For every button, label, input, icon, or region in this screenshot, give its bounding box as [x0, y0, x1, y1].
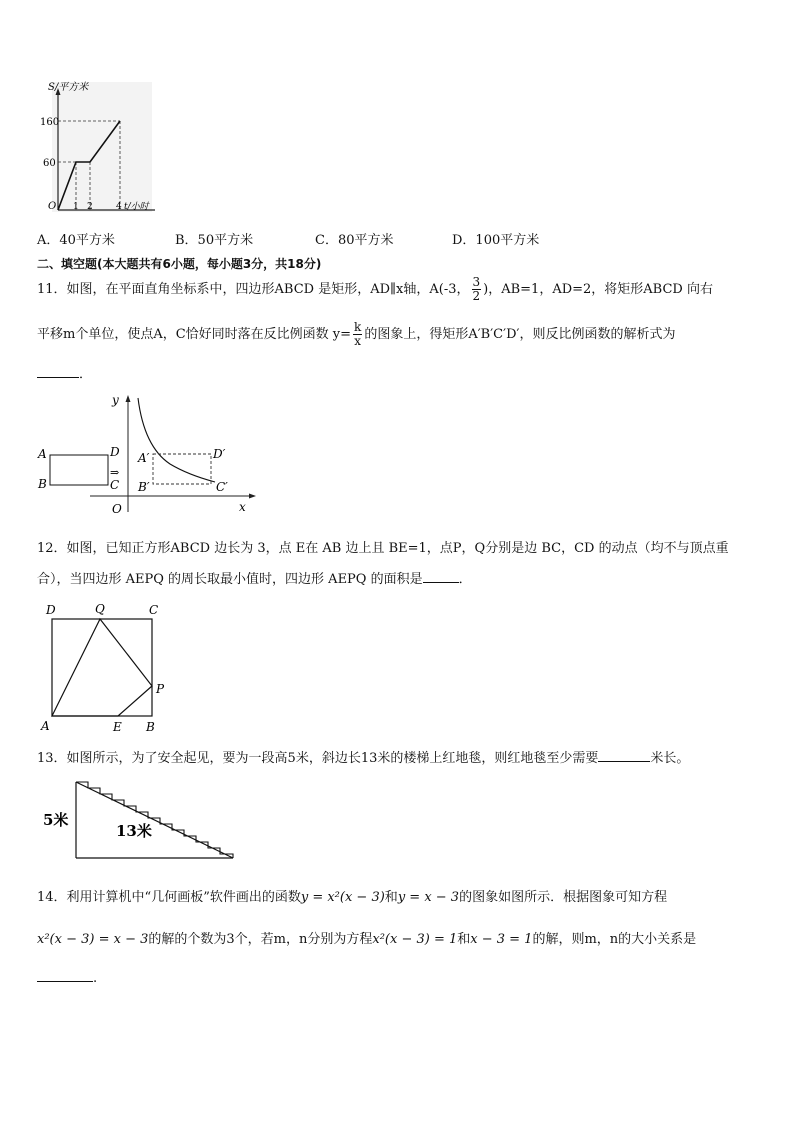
x-axis-label: t/小时	[124, 202, 149, 212]
height-label: 5米	[43, 811, 69, 829]
svg-text:C: C	[149, 603, 159, 617]
svg-text:B′: B′	[138, 480, 150, 494]
svg-text:E: E	[113, 720, 122, 734]
svg-text:A: A	[41, 719, 50, 733]
x-tick-1: 1	[73, 202, 79, 212]
option-a: A．40平方米	[37, 233, 115, 248]
q13-answer-blank	[598, 761, 650, 762]
q14-eq: x²(x − 3) = x − 3	[37, 932, 149, 947]
q11-frac-num: 3	[472, 275, 481, 289]
q14-and: 和	[457, 932, 471, 947]
rect-abcd	[50, 455, 108, 485]
svg-text:B: B	[146, 720, 155, 734]
q12-line2	[37, 571, 472, 589]
x-label: x	[239, 500, 246, 514]
svg-text:C′: C′	[216, 480, 228, 494]
q14-end: .	[93, 971, 98, 986]
q11-k-num: k	[354, 320, 362, 334]
y-tick-160: 160	[40, 117, 60, 128]
q12-line1: 12．如图，已知正方形ABCD 边长为 3，点 E在 AB 边上且 BE=1，点P，Q分别是边 BC，CD 的动点（均不与顶点重	[37, 541, 729, 556]
q12-text: 合），当四边形 AEPQ 的周长取最小值时，四边形 AEPQ 的面积是	[37, 572, 423, 587]
hyp-label: 13米	[116, 822, 152, 840]
q11-line3	[37, 366, 92, 384]
q14-answer-blank	[37, 981, 93, 982]
q14-line3	[37, 970, 97, 988]
q11-line2	[37, 320, 675, 350]
q14-eq2: x²(x − 3) = 1	[372, 932, 458, 947]
q11-line1	[37, 276, 713, 304]
q11-text-b: )，AB=1，AD=2，将矩形ABCD 向右	[483, 282, 713, 297]
y-tick-60: 60	[43, 158, 56, 169]
q11-text-a: 11．如图，在平面直角坐标系中，四边形ABCD 是矩形，AD∥x轴，A(-3，	[37, 282, 470, 297]
y-label: y	[112, 393, 119, 407]
x-tick-2: 2	[87, 202, 93, 212]
q13-line	[37, 750, 689, 768]
q14-line2	[37, 931, 696, 949]
q13-text-b: 米长。	[650, 751, 690, 766]
shift-arrow: ⇒	[110, 466, 120, 479]
q11-text-d: 的图象上，得矩形A′B′C′D′，则反比例函数的解析式为	[364, 327, 676, 342]
origin-label: O	[112, 502, 122, 516]
q13-figure	[36, 780, 236, 862]
origin-label: O	[48, 201, 57, 212]
q13-text-a: 13．如图所示，为了安全起见，要为一段高5米，斜边长13米的楼梯上红地毯，则红地毯至少需要	[37, 751, 599, 766]
q14-mid: 和	[384, 890, 398, 905]
svg-text:B: B	[38, 477, 47, 491]
q14-text-a: 14．利用计算机中“几何画板”软件画出的函数	[37, 890, 301, 905]
q14-f2: y = x − 3	[397, 890, 460, 905]
q12-figure	[30, 598, 180, 736]
q11-text-c: 平移m个单位，使点A，C恰好同时落在反比例函数 y=	[37, 327, 352, 342]
svg-text:Q: Q	[95, 602, 105, 616]
rect-shifted	[153, 454, 211, 484]
svg-text:D: D	[46, 603, 56, 617]
option-b: B．50平方米	[175, 233, 254, 248]
q11-fraction	[472, 276, 482, 303]
svg-text:D′: D′	[213, 447, 226, 461]
y-axis-label: S/平方米	[48, 82, 89, 93]
section-title: 二、填空题(本大题共有6小题，每小题3分，共18分)	[37, 257, 322, 271]
q12-end: ．	[458, 572, 472, 587]
q14-text-c: 的解的个数为3个，若m，n分别为方程	[148, 932, 373, 947]
svg-text:D: D	[110, 445, 120, 459]
q14-text-b: 的图象如图所示．根据图象可知方程	[459, 890, 668, 905]
q14-eq3: x − 3 = 1	[470, 932, 533, 947]
option-d: D．100平方米	[452, 233, 540, 248]
q11-figure	[30, 390, 260, 518]
svg-text:C: C	[110, 478, 120, 492]
svg-text:P: P	[156, 682, 165, 696]
q11-end: ．	[79, 367, 93, 382]
q11-k-den: x	[354, 334, 362, 348]
hyperbola	[138, 398, 215, 482]
q11-k-fraction	[353, 321, 362, 348]
q14-f1: y = x²(x − 3)	[300, 890, 385, 905]
q14-line1	[37, 889, 667, 907]
option-c: C．80平方米	[315, 233, 394, 248]
x-tick-4: 4	[116, 202, 122, 212]
q10-graph	[40, 78, 160, 218]
svg-text:A′: A′	[138, 451, 150, 465]
q14-text-d: 的解，则m，n的大小关系是	[532, 932, 697, 947]
q11-frac-den: 2	[472, 289, 481, 303]
svg-text:A: A	[38, 447, 47, 461]
q12-answer-blank	[423, 582, 459, 583]
quad-aepq	[52, 619, 152, 716]
q11-answer-blank	[37, 377, 79, 378]
